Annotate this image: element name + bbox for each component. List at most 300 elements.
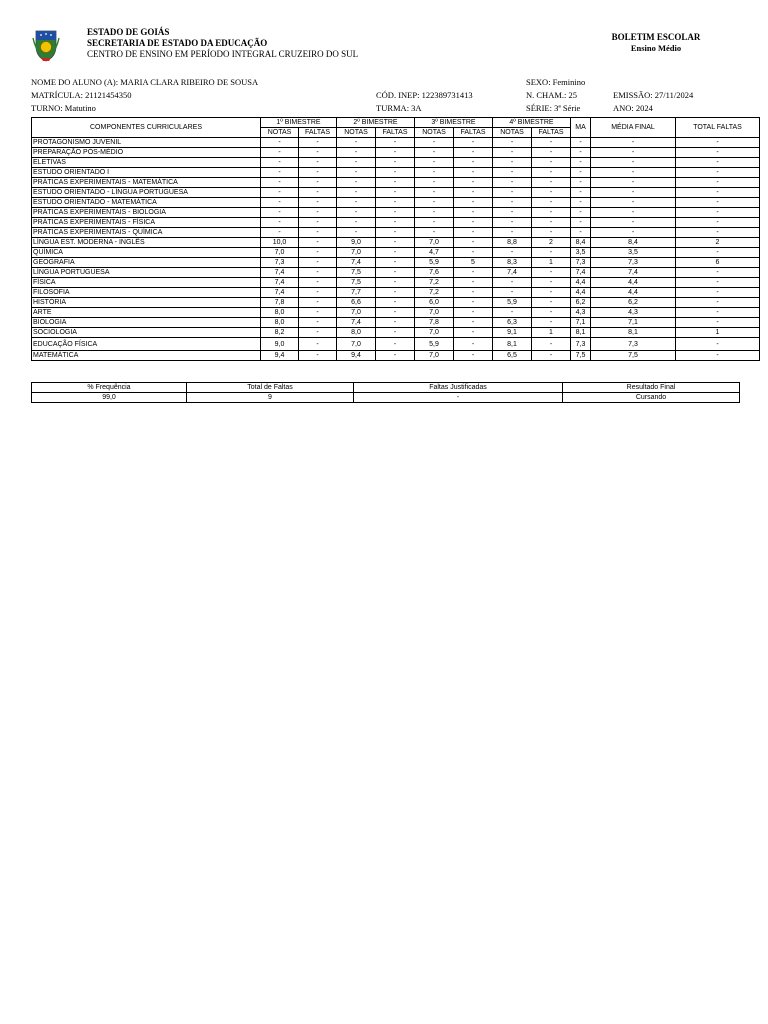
grade-cell: 9,4	[337, 351, 376, 361]
subject-name: HISTÓRIA	[32, 298, 261, 308]
grade-cell: 5	[454, 258, 493, 268]
grade-cell: -	[676, 248, 760, 258]
subject-name: ESTUDO ORIENTADO I	[32, 168, 261, 178]
grade-cell: 8,0	[261, 318, 299, 328]
grade-cell: 4,4	[571, 288, 591, 298]
header-faltas: FALTAS	[532, 128, 571, 138]
grade-cell: -	[299, 338, 337, 351]
grade-cell: -	[261, 138, 299, 148]
grade-cell: -	[493, 278, 532, 288]
subject-name: QUÍMICA	[32, 248, 261, 258]
grade-cell: 8,1	[493, 338, 532, 351]
grade-cell: 7,4	[493, 268, 532, 278]
grade-cell: -	[532, 298, 571, 308]
grade-cell: -	[261, 168, 299, 178]
grade-cell: -	[337, 198, 376, 208]
grade-cell: -	[337, 218, 376, 228]
student-class: TURMA: 3A	[376, 103, 422, 113]
grade-cell: -	[261, 228, 299, 238]
grade-cell: -	[493, 208, 532, 218]
grade-cell: -	[376, 158, 415, 168]
grade-cell: -	[676, 318, 760, 328]
grade-cell: -	[337, 148, 376, 158]
grade-cell: -	[299, 328, 337, 338]
inep-code: CÓD. INEP: 122389731413	[376, 90, 473, 100]
grade-cell: -	[299, 308, 337, 318]
grade-cell: -	[454, 198, 493, 208]
grade-cell: 7,0	[337, 338, 376, 351]
grade-cell: -	[376, 148, 415, 158]
grade-cell: -	[376, 208, 415, 218]
grade-cell: -	[376, 268, 415, 278]
subject-name: SOCIOLOGIA	[32, 328, 261, 338]
grade-cell: -	[299, 178, 337, 188]
grade-cell: 7,4	[337, 318, 376, 328]
table-row	[32, 148, 760, 158]
grade-cell: 7,5	[591, 351, 676, 361]
grade-cell: -	[337, 168, 376, 178]
grade-cell: 9,1	[493, 328, 532, 338]
subject-name: MATEMÁTICA	[32, 351, 261, 361]
grade-cell: 1	[532, 258, 571, 268]
table-row	[32, 248, 760, 258]
grade-cell: -	[591, 148, 676, 158]
grade-cell: -	[415, 158, 454, 168]
grade-cell: 7,4	[571, 268, 591, 278]
grade-cell: -	[676, 218, 760, 228]
grade-cell: -	[532, 168, 571, 178]
grade-cell: 10,0	[261, 238, 299, 248]
header-final-average: MÉDIA FINAL	[591, 118, 676, 138]
grade-cell: -	[415, 168, 454, 178]
table-row	[32, 208, 760, 218]
summary-header-final-result: Resultado Final	[563, 383, 740, 393]
grade-cell: -	[261, 218, 299, 228]
grade-cell: -	[454, 138, 493, 148]
grade-cell: -	[532, 188, 571, 198]
header-subjects: COMPONENTES CURRICULARES	[32, 118, 261, 138]
subject-name: PROTAGONISMO JUVENIL	[32, 138, 261, 148]
grade-cell: 8,2	[261, 328, 299, 338]
table-row	[32, 318, 760, 328]
grade-cell: 9,4	[261, 351, 299, 361]
grade-cell: -	[299, 158, 337, 168]
header-notas: NOTAS	[415, 128, 454, 138]
grade-cell: 2	[532, 238, 571, 248]
student-enrollment: MATRÍCULA: 21121454350	[31, 90, 132, 100]
grade-cell: 7,0	[261, 248, 299, 258]
grade-cell: -	[454, 188, 493, 198]
grade-cell: 7,4	[337, 258, 376, 268]
grade-cell: 6,3	[493, 318, 532, 328]
summary-justified-absences-value: -	[354, 393, 563, 403]
grade-cell: 5,9	[415, 338, 454, 351]
grade-cell: -	[676, 298, 760, 308]
grade-cell: -	[261, 188, 299, 198]
grade-cell: 3,5	[571, 248, 591, 258]
grade-cell: 7,4	[261, 278, 299, 288]
grade-cell: -	[299, 351, 337, 361]
grade-cell: -	[532, 248, 571, 258]
grade-cell: -	[493, 158, 532, 168]
grade-cell: -	[591, 168, 676, 178]
summary-header-total-absences: Total de Faltas	[187, 383, 354, 393]
grade-cell: -	[493, 228, 532, 238]
grade-cell: -	[299, 238, 337, 248]
grade-cell: -	[571, 228, 591, 238]
grade-cell: -	[376, 178, 415, 188]
grade-cell: 7,3	[591, 258, 676, 268]
subject-name: PRÁTICAS EXPERIMENTAIS - MATEMÁTICA	[32, 178, 261, 188]
grade-cell: -	[376, 218, 415, 228]
grade-cell: -	[376, 328, 415, 338]
grade-cell: 3,5	[591, 248, 676, 258]
grade-cell: -	[337, 158, 376, 168]
grade-cell: -	[532, 351, 571, 361]
grade-cell: 8,4	[591, 238, 676, 248]
grade-cell: -	[591, 138, 676, 148]
header-faltas: FALTAS	[376, 128, 415, 138]
header-bimester-3: 3º BIMESTRE	[415, 118, 493, 128]
grade-cell: -	[454, 158, 493, 168]
grade-cell: -	[376, 258, 415, 268]
header-notas: NOTAS	[261, 128, 299, 138]
grade-cell: -	[571, 198, 591, 208]
grade-cell: 4,4	[591, 288, 676, 298]
summary-header-frequency: % Frequência	[32, 383, 187, 393]
grade-cell: -	[532, 338, 571, 351]
grade-cell: -	[376, 351, 415, 361]
grade-cell: -	[415, 148, 454, 158]
state-name: ESTADO DE GOIÁS	[87, 27, 170, 37]
grade-cell: -	[676, 288, 760, 298]
header-bimester-4: 4º BIMESTRE	[493, 118, 571, 128]
summary-final-result-value: Cursando	[563, 393, 740, 403]
grade-cell: -	[337, 208, 376, 218]
subject-name: PRÁTICAS EXPERIMENTAIS - FÍSICA	[32, 218, 261, 228]
grade-cell: -	[591, 158, 676, 168]
grade-cell: -	[454, 288, 493, 298]
grade-cell: 7,2	[415, 288, 454, 298]
grade-cell: -	[493, 248, 532, 258]
grade-cell: -	[299, 288, 337, 298]
grades-table-body	[32, 138, 760, 361]
header-bimester-2: 2º BIMESTRE	[337, 118, 415, 128]
subject-name: FILOSOFIA	[32, 288, 261, 298]
grade-cell: -	[261, 158, 299, 168]
grade-cell: 7,0	[415, 238, 454, 248]
table-row	[32, 158, 760, 168]
grade-cell: -	[299, 148, 337, 158]
grade-cell: 6,0	[415, 298, 454, 308]
grade-cell: 7,3	[261, 258, 299, 268]
subject-name: BIOLOGIA	[32, 318, 261, 328]
grade-cell: 8,0	[261, 308, 299, 318]
grade-cell: -	[493, 138, 532, 148]
grade-cell: 8,4	[571, 238, 591, 248]
grade-cell: -	[299, 218, 337, 228]
table-row	[32, 288, 760, 298]
grade-cell: 4,3	[591, 308, 676, 318]
grade-cell: 9,0	[261, 338, 299, 351]
grade-cell: -	[337, 178, 376, 188]
grade-cell: -	[591, 178, 676, 188]
grade-cell: 7,0	[337, 248, 376, 258]
grade-cell: -	[415, 178, 454, 188]
grade-cell: -	[591, 228, 676, 238]
grade-cell: 7,1	[591, 318, 676, 328]
grade-cell: -	[376, 288, 415, 298]
table-row	[32, 298, 760, 308]
grade-cell: 6	[676, 258, 760, 268]
grade-cell: -	[532, 218, 571, 228]
grade-cell: -	[532, 138, 571, 148]
subject-name: EDUCAÇÃO FÍSICA	[32, 338, 261, 351]
subject-name: ESTUDO ORIENTADO - MATEMÁTICA	[32, 198, 261, 208]
grade-cell: -	[376, 198, 415, 208]
grade-cell: -	[454, 278, 493, 288]
table-row	[32, 218, 760, 228]
grade-cell: -	[493, 198, 532, 208]
grade-cell: -	[376, 338, 415, 351]
subject-name: LÍNGUA EST. MODERNA - INGLÊS	[32, 238, 261, 248]
grade-cell: 7,6	[415, 268, 454, 278]
grade-cell: -	[261, 148, 299, 158]
grade-cell: 7,3	[591, 338, 676, 351]
grade-cell: 7,4	[591, 268, 676, 278]
grade-cell: 7,3	[571, 258, 591, 268]
header-total-absences: TOTAL FALTAS	[676, 118, 760, 138]
grade-cell: -	[299, 278, 337, 288]
header-bimester-1: 1º BIMESTRE	[261, 118, 337, 128]
grade-cell: -	[376, 248, 415, 258]
grade-cell: -	[454, 228, 493, 238]
school-name: CENTRO DE ENSINO EM PERÍODO INTEGRAL CRUZEIRO DO SUL	[87, 49, 359, 59]
table-row	[32, 188, 760, 198]
grade-cell: 7,1	[571, 318, 591, 328]
grade-cell: -	[454, 318, 493, 328]
grade-cell: -	[337, 138, 376, 148]
grade-cell: -	[454, 168, 493, 178]
grade-cell: 7,0	[337, 308, 376, 318]
grade-cell: -	[532, 158, 571, 168]
grade-cell: -	[376, 188, 415, 198]
grade-cell: -	[676, 351, 760, 361]
grade-cell: 7,5	[337, 268, 376, 278]
grade-cell: -	[493, 308, 532, 318]
grade-cell: -	[376, 228, 415, 238]
grade-cell: -	[571, 168, 591, 178]
grade-cell: -	[591, 218, 676, 228]
grade-cell: -	[454, 268, 493, 278]
table-row	[32, 338, 760, 351]
grade-cell: -	[493, 178, 532, 188]
subject-name: LÍNGUA PORTUGUESA	[32, 268, 261, 278]
subject-name: PRÁTICAS EXPERIMENTAIS - BIOLOGIA	[32, 208, 261, 218]
header-faltas: FALTAS	[299, 128, 337, 138]
table-row	[32, 228, 760, 238]
secretariat-name: SECRETARIA DE ESTADO DA EDUCAÇÃO	[87, 38, 268, 48]
subject-name: GEOGRAFIA	[32, 258, 261, 268]
grade-cell: 4,7	[415, 248, 454, 258]
table-row	[32, 178, 760, 188]
summary-total-absences-value: 9	[187, 393, 354, 403]
grade-cell: 6,2	[591, 298, 676, 308]
grade-cell: -	[571, 178, 591, 188]
grade-cell: -	[454, 218, 493, 228]
state-coat-of-arms-icon	[32, 28, 60, 62]
grade-cell: -	[676, 268, 760, 278]
school-year: ANO: 2024	[613, 103, 653, 113]
grade-cell: -	[676, 158, 760, 168]
issue-date: EMISSÃO: 27/11/2024	[613, 90, 694, 100]
grade-cell: -	[376, 318, 415, 328]
grade-cell: -	[454, 308, 493, 318]
grade-cell: -	[299, 258, 337, 268]
grade-cell: -	[493, 218, 532, 228]
grade-cell: -	[454, 208, 493, 218]
grade-cell: -	[415, 208, 454, 218]
student-sex: SEXO: Feminino	[526, 77, 586, 87]
grade-cell: -	[571, 148, 591, 158]
grade-cell: -	[571, 158, 591, 168]
grade-cell: -	[591, 188, 676, 198]
grade-cell: -	[376, 308, 415, 318]
grade-cell: 4,3	[571, 308, 591, 318]
grade-cell: -	[337, 228, 376, 238]
grade-cell: 7,8	[415, 318, 454, 328]
table-row	[32, 308, 760, 318]
table-row	[32, 198, 760, 208]
document-title: BOLETIM ESCOLAR	[611, 32, 701, 42]
grade-cell: -	[299, 298, 337, 308]
grade-cell: -	[493, 148, 532, 158]
grade-cell: -	[493, 188, 532, 198]
subject-name: PREPARAÇÃO PÓS-MÉDIO	[32, 148, 261, 158]
grade-cell: -	[532, 268, 571, 278]
grade-cell: -	[415, 188, 454, 198]
grade-cell: -	[676, 138, 760, 148]
grade-cell: 7,0	[415, 308, 454, 318]
grade-cell: -	[493, 288, 532, 298]
grade-cell: 9,0	[337, 238, 376, 248]
grade-cell: -	[532, 318, 571, 328]
grade-cell: 8,0	[337, 328, 376, 338]
grade-cell: 1	[676, 328, 760, 338]
table-row	[32, 328, 760, 338]
grade-cell: -	[676, 338, 760, 351]
grade-cell: -	[454, 238, 493, 248]
table-row	[32, 238, 760, 248]
grade-cell: 7,7	[337, 288, 376, 298]
grade-cell: -	[532, 308, 571, 318]
table-row	[32, 278, 760, 288]
grade-cell: -	[676, 188, 760, 198]
subject-name: PRÁTICAS EXPERIMENTAIS - QUÍMICA	[32, 228, 261, 238]
grade-cell: -	[676, 308, 760, 318]
grade-cell: -	[299, 318, 337, 328]
grade-cell: -	[415, 228, 454, 238]
grade-cell: -	[261, 198, 299, 208]
grade-cell: 7,2	[415, 278, 454, 288]
grade-cell: -	[337, 188, 376, 198]
grade-cell: -	[676, 168, 760, 178]
grade-cell: -	[454, 338, 493, 351]
subject-name: ELETIVAS	[32, 158, 261, 168]
grade-cell: -	[532, 278, 571, 288]
grade-cell: 1	[532, 328, 571, 338]
grade-cell: -	[454, 148, 493, 158]
grade-cell: -	[591, 198, 676, 208]
grade-cell: 6,2	[571, 298, 591, 308]
grade-cell: 7,4	[261, 288, 299, 298]
grade-cell: 7,4	[261, 268, 299, 278]
grade-cell: -	[299, 268, 337, 278]
grade-cell: -	[532, 208, 571, 218]
table-row	[32, 138, 760, 148]
grade-cell: -	[261, 178, 299, 188]
grade-cell: 8,1	[591, 328, 676, 338]
header-ma: MA	[571, 118, 591, 138]
subject-name: ESTUDO ORIENTADO - LÍNGUA PORTUGUESA	[32, 188, 261, 198]
grade-cell: -	[376, 278, 415, 288]
grade-cell: -	[532, 178, 571, 188]
grade-cell: 8,1	[571, 328, 591, 338]
grade-cell: 8,3	[493, 258, 532, 268]
grade-cell: -	[676, 228, 760, 238]
grade-cell: -	[261, 208, 299, 218]
grade-cell: 7,8	[261, 298, 299, 308]
grade-cell: -	[676, 148, 760, 158]
table-row	[32, 268, 760, 278]
table-row	[32, 351, 760, 361]
document-subtitle: Ensino Médio	[630, 43, 682, 53]
grade-cell: 7,0	[415, 328, 454, 338]
grade-cell: -	[299, 138, 337, 148]
grade-cell: 6,5	[493, 351, 532, 361]
grade-cell: 8,8	[493, 238, 532, 248]
grade-cell: 5,9	[415, 258, 454, 268]
grade-cell: -	[299, 228, 337, 238]
grade-cell: -	[571, 208, 591, 218]
grade-cell: 7,5	[571, 351, 591, 361]
summary-table	[31, 382, 740, 403]
header-notas: NOTAS	[337, 128, 376, 138]
grade-cell: -	[676, 208, 760, 218]
table-row	[32, 168, 760, 178]
grade-cell: -	[299, 198, 337, 208]
header-faltas: FALTAS	[454, 128, 493, 138]
summary-frequency-value: 99,0	[32, 393, 187, 403]
report-header	[0, 0, 768, 70]
grade-cell: -	[532, 228, 571, 238]
grade-cell: 4,4	[571, 278, 591, 288]
grade-cell: -	[571, 138, 591, 148]
grade-cell: -	[415, 198, 454, 208]
grade-cell: -	[591, 208, 676, 218]
grade-cell: -	[376, 168, 415, 178]
student-name: NOME DO ALUNO (A): MARIA CLARA RIBEIRO DE SOUSA	[31, 77, 259, 87]
subject-name: ARTE	[32, 308, 261, 318]
grade-cell: 7,3	[571, 338, 591, 351]
grade-cell: -	[454, 248, 493, 258]
grade-cell: -	[676, 178, 760, 188]
grade-cell: -	[376, 138, 415, 148]
grade-cell: -	[532, 288, 571, 298]
grade-cell: -	[532, 148, 571, 158]
grade-cell: -	[299, 188, 337, 198]
call-number: N. CHAM.: 25	[526, 90, 578, 100]
